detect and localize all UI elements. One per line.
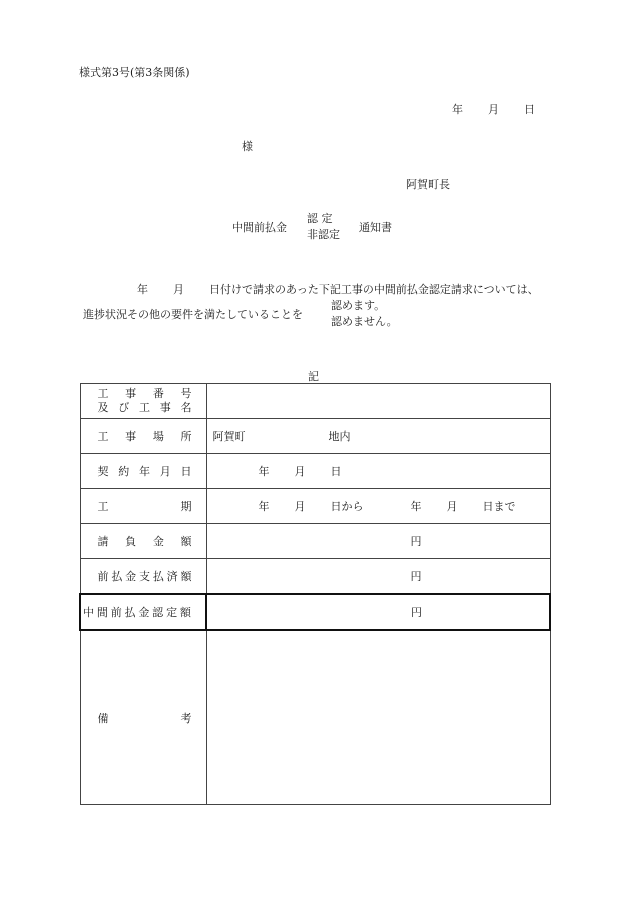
label-site: 工 事 場 所 <box>80 419 206 454</box>
period-end-year: 年 <box>410 500 422 513</box>
value-contract-amount[interactable] <box>206 524 550 559</box>
period-start-year: 年 <box>258 500 270 513</box>
table-row <box>80 630 550 805</box>
title-option-approve: 認 定 <box>307 212 333 225</box>
table-row <box>80 559 550 595</box>
label-remarks: 備 考 <box>80 630 206 805</box>
value-advance-paid[interactable] <box>206 559 550 595</box>
title-options <box>307 213 340 240</box>
label-work-number-line2: 及 び 工 事 名 <box>97 401 192 414</box>
advance-paid-unit: 円 <box>410 570 422 583</box>
table-row <box>80 524 550 559</box>
body-line2: 進捗状況その他の要件を満たしていることを <box>83 308 303 321</box>
value-site[interactable] <box>206 419 550 454</box>
label-contract-amount: 請 負 金 額 <box>80 524 206 559</box>
table-row <box>80 454 550 489</box>
issuer: 阿賀町長 <box>406 178 450 191</box>
label-work-number <box>80 384 206 419</box>
value-remarks[interactable] <box>206 630 550 805</box>
title-suffix: 通知書 <box>359 221 392 234</box>
date-month: 月 <box>488 103 499 116</box>
period-end-day: 日まで <box>482 500 516 513</box>
title-option-deny: 非認定 <box>307 228 340 241</box>
addressee-suffix: 様 <box>242 140 253 153</box>
body-month: 月 <box>173 283 184 296</box>
label-interim-certified: 中 間 前 払 金 認 定 額 <box>80 594 206 630</box>
value-work-number[interactable] <box>206 384 550 419</box>
date-year: 年 <box>452 103 463 116</box>
label-work-number-line1: 工 事 番 号 <box>97 387 192 401</box>
contract-month: 月 <box>294 465 306 478</box>
value-interim-certified[interactable] <box>206 594 550 630</box>
body-options <box>331 300 398 327</box>
form-number: 様式第3号(第3条関係) <box>79 66 190 79</box>
site-prefix: 阿賀町 <box>212 430 246 443</box>
contract-day: 日 <box>330 465 342 478</box>
contract-year: 年 <box>258 465 270 478</box>
body-year: 年 <box>137 283 148 296</box>
period-end-month: 月 <box>446 500 458 513</box>
period-start-month: 月 <box>294 500 306 513</box>
site-suffix: 地内 <box>328 430 351 443</box>
label-advance-paid: 前 払 金 支 払 済 額 <box>80 559 206 595</box>
body-option-deny: 認めません。 <box>331 315 398 328</box>
label-period: 工 期 <box>80 489 206 524</box>
details-table <box>79 383 551 805</box>
ki-marker: 記 <box>308 370 319 383</box>
value-period[interactable] <box>206 489 550 524</box>
label-contract-date: 契 約 年 月 日 <box>80 454 206 489</box>
body-option-approve: 認めます。 <box>331 299 386 312</box>
value-contract-date[interactable] <box>206 454 550 489</box>
body-line1: 日付けで請求のあった下記工事の中間前払金認定請求については、 <box>209 283 539 296</box>
date-day: 日 <box>524 103 535 116</box>
contract-amount-unit: 円 <box>410 535 422 548</box>
table-row <box>80 384 550 419</box>
title-prefix: 中間前払金 <box>232 221 287 234</box>
table-row <box>80 419 550 454</box>
period-start-day: 日から <box>330 500 364 513</box>
table-row <box>80 594 550 630</box>
interim-certified-unit: 円 <box>411 606 422 619</box>
table-row <box>80 489 550 524</box>
